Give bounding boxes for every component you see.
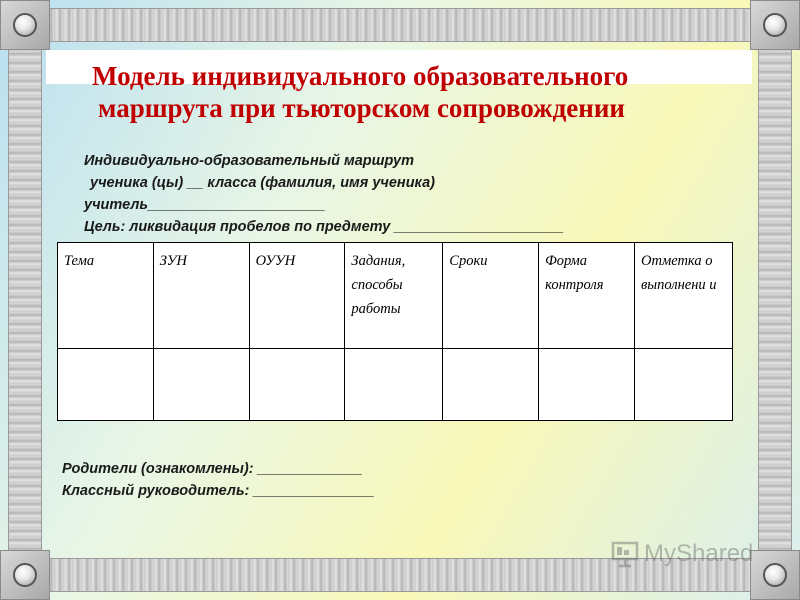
page-title (46, 60, 756, 124)
watermark-text: MyShared (644, 540, 754, 567)
table-header-row (58, 243, 733, 349)
info-line-route: Индивидуально-образовательный маршрут (84, 153, 414, 169)
info-line-goal: Цель: ликвидация пробелов по предмету _____________________ (84, 219, 564, 235)
watermark (610, 538, 770, 570)
header-tasks: Задания, способы работы (345, 243, 443, 349)
frame-right-bar (758, 44, 792, 556)
info-line-teacher: учитель______________________ (84, 197, 326, 213)
table-cell (153, 349, 249, 421)
route-table (57, 242, 733, 421)
bolt-icon (763, 13, 787, 37)
title-line-1: Модель индивидуального образовательного (92, 61, 629, 91)
header-deadlines: Сроки (443, 243, 539, 349)
bolt-icon (13, 563, 37, 587)
parents-signature-line: Родители (ознакомлены): _____________ (62, 461, 363, 477)
header-zun: ЗУН (153, 243, 249, 349)
bolt-icon (13, 13, 37, 37)
header-ouun: ОУУН (249, 243, 345, 349)
table-cell (635, 349, 733, 421)
signatures (62, 458, 562, 502)
table-cell (249, 349, 345, 421)
header-control-form: Форма контроля (539, 243, 635, 349)
header-topic: Тема (58, 243, 154, 349)
table-cell (443, 349, 539, 421)
header-completion-mark: Отметка о выполнени и (635, 243, 733, 349)
corner-bolt-bottom-left (0, 550, 50, 600)
presentation-board-icon (610, 540, 640, 568)
route-info (84, 150, 704, 238)
corner-bolt-top-right (750, 0, 800, 50)
table-cell (539, 349, 635, 421)
table-cell (345, 349, 443, 421)
title-line-2: маршрута при тьюторском сопровождении (98, 93, 625, 123)
frame-top-bar (44, 8, 756, 42)
corner-bolt-top-left (0, 0, 50, 50)
info-line-student: ученика (цы) __ класса (фамилия, имя ученика) (90, 175, 435, 191)
frame-left-bar (8, 44, 42, 556)
table-row (58, 349, 733, 421)
class-teacher-signature-line: Классный руководитель: _______________ (62, 483, 375, 499)
table-cell (58, 349, 154, 421)
